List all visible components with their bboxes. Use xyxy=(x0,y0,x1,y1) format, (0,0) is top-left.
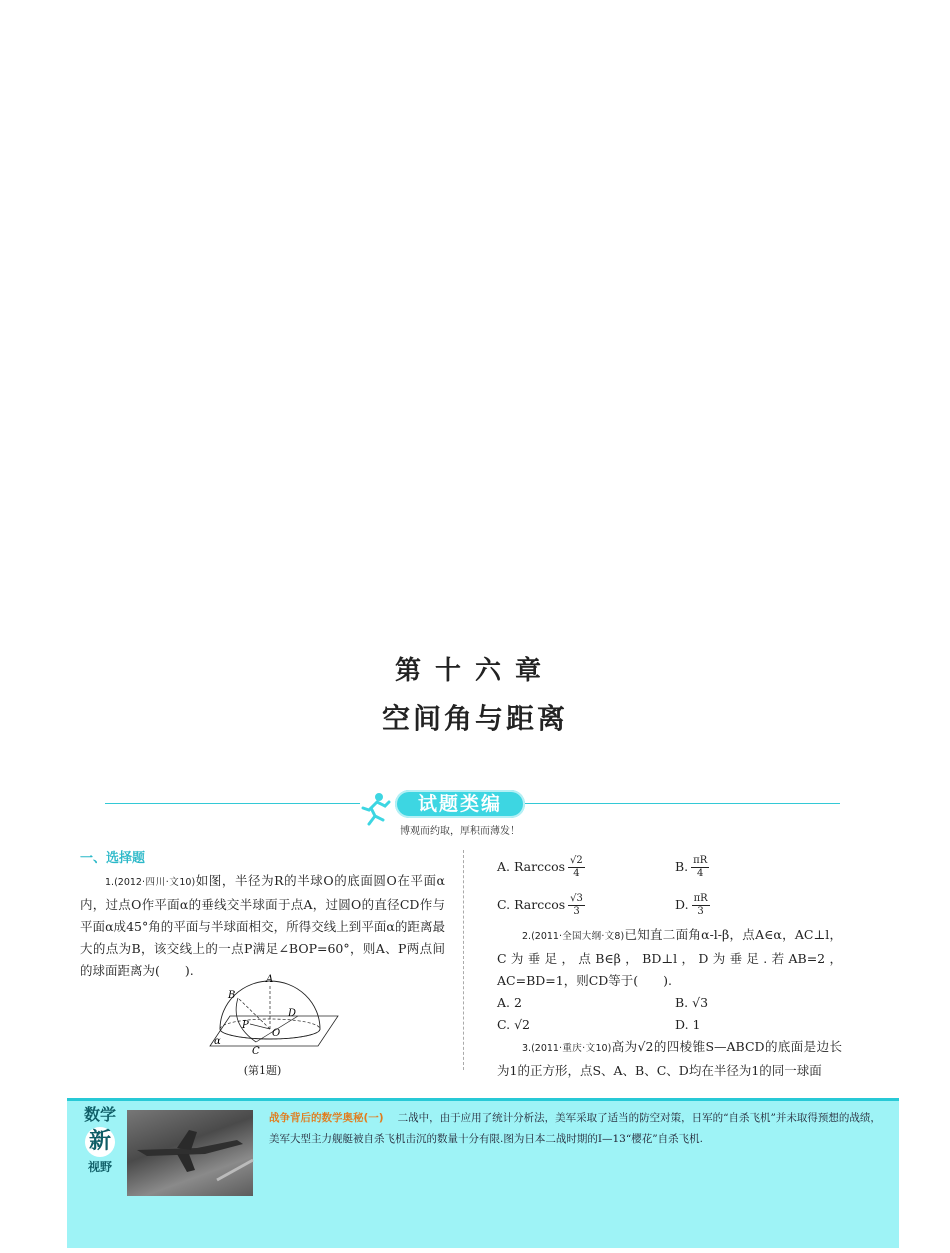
question-1 xyxy=(80,870,445,982)
side-label-mid: 新 xyxy=(85,1127,115,1157)
side-label-top: 数学 xyxy=(83,1105,116,1124)
question-2-options xyxy=(497,992,842,1036)
option-b: B. $\frac{\pi R}{4}$ xyxy=(675,854,708,879)
banner-title: 试题类编 xyxy=(395,790,525,818)
question-3-text: 高为√2的四棱锥S—ABCD的底面是边长为1的正方形，点S、A、B、C、D均在半径为1的同一球面 xyxy=(497,1039,842,1078)
figure-caption: (第1题) xyxy=(243,1064,282,1077)
banner-motto: 博观而约取，厚积而薄发！ xyxy=(400,826,520,837)
fig-label-d: D xyxy=(288,1008,297,1019)
footer-body: 二战中，由于应用了统计分析法，美军采取了适当的防空对策，日军的“自杀飞机”并未取得预想的战绩，美军大型主力舰艇被自杀飞机击沉的数量十分有限.图为日本二战时期的I—13“樱花”自杀飞机. xyxy=(269,1112,881,1145)
question-2-source: 2.(2011·全国大纲·文8) xyxy=(522,931,625,942)
hemisphere-diagram xyxy=(190,974,340,1062)
left-column xyxy=(80,848,445,1077)
fig-label-b: B xyxy=(228,990,236,1001)
fig-label-o: O xyxy=(272,1028,281,1039)
q2-option-d: D. 1 xyxy=(675,1017,701,1032)
section-banner xyxy=(105,788,840,838)
footer-panel xyxy=(67,1098,899,1248)
fig-label-alpha: α xyxy=(214,1036,221,1047)
runner-icon xyxy=(357,790,393,826)
footer-heading: 战争背后的数学奥秘(一) xyxy=(269,1112,384,1124)
section-title: 一、选择题 xyxy=(80,851,146,866)
q2-option-b: B. √3 xyxy=(675,995,709,1010)
question-1-text: 如图，半径为R的半球O的底面圆O在平面α内，过点O作平面α的垂线交半球面于点A，过圆O的直径CD作与平面α成45°角的平面与半球面相交，所得交线上到平面α的距离最大的点为B，该交线上的一点P满足∠BOP=60°，则A、P两点间的球面距离为( ). xyxy=(80,873,445,978)
question-2 xyxy=(497,924,842,992)
q2-option-a: A. 2 xyxy=(497,995,522,1010)
banner-line-right xyxy=(525,803,840,804)
chapter-number: 第十六章 xyxy=(394,656,555,686)
option-d: D. $\frac{\pi R}{3}$ xyxy=(675,892,708,917)
column-divider xyxy=(463,850,464,1070)
footer-top-line xyxy=(67,1098,899,1101)
fig-label-p: P xyxy=(242,1020,249,1031)
plane-icon xyxy=(127,1110,253,1196)
fig-label-c: C xyxy=(252,1046,260,1057)
chapter-title: 空间角与距离 xyxy=(381,702,568,735)
question-1-options xyxy=(497,848,842,924)
side-label-bottom: 视野 xyxy=(87,1160,112,1174)
fig-label-a: A xyxy=(266,974,274,985)
footer-side-label xyxy=(79,1106,121,1174)
question-3-source: 3.(2011·重庆·文10) xyxy=(522,1043,612,1054)
option-c: C. Rarccos $\frac{√3}{3}$ xyxy=(497,892,583,917)
chapter-heading xyxy=(0,650,950,737)
question-1-source: 1.(2012·四川·文10) xyxy=(105,877,196,888)
option-a: A. Rarccos $\frac{√2}{4}$ xyxy=(497,854,583,879)
kamikaze-plane-photo xyxy=(127,1110,253,1196)
q2-option-c: C. √2 xyxy=(497,1017,530,1032)
question-2-text: 已知直二面角α-l-β，点A∈α，AC⊥l，C为垂足，点B∈β，BD⊥l，D为垂足.若AB=2，AC=BD=1，则CD等于( ). xyxy=(497,927,842,988)
footer-story xyxy=(269,1108,884,1150)
banner-line-left xyxy=(105,803,360,804)
figure-1 xyxy=(80,974,445,1077)
right-column xyxy=(497,848,842,1082)
question-3 xyxy=(497,1036,842,1082)
